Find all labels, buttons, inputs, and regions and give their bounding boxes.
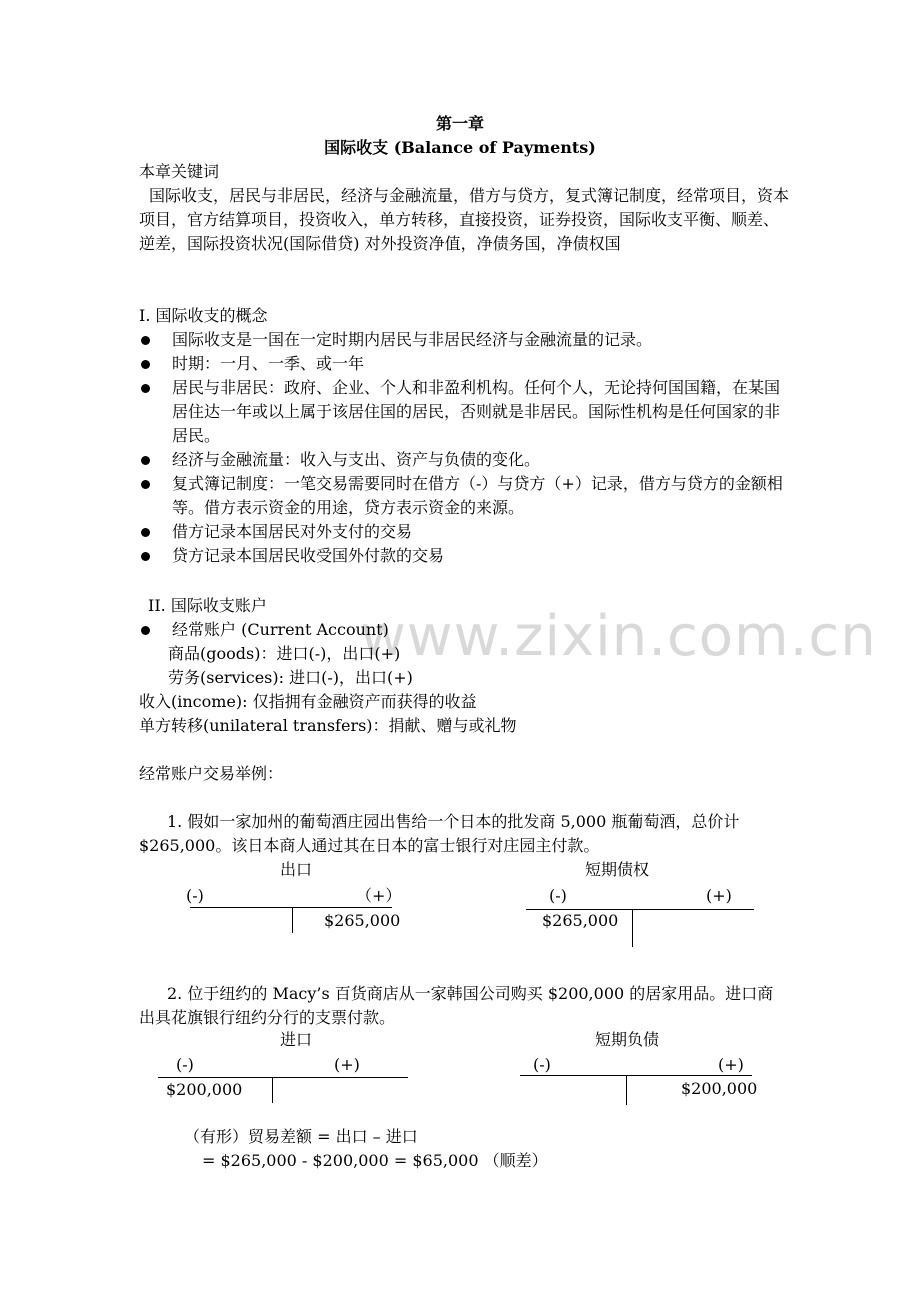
list-item: 复式簿记制度：一笔交易需要同时在借方（-）与贷方（+）记录，借方与贷方的金额相等。借方表示资金的用途，贷方表示资金的来源。: [172, 474, 783, 517]
credit-label: (+): [706, 886, 732, 905]
bullet-icon: [141, 626, 150, 635]
credit-label: (+): [718, 1055, 744, 1074]
bullet-icon: [141, 456, 150, 465]
debit-amount: $265,000: [542, 911, 619, 930]
example1-text: 1. 假如一家加州的葡萄酒庄园出售给一个日本的批发商 5,000 瓶葡萄酒，总价计$265,000。该日本商人通过其在日本的富士银行对庄园主付款。: [139, 812, 740, 855]
t-account-rule: [190, 907, 392, 908]
t-account-divider: [632, 909, 633, 947]
t-account-title: 进口: [280, 1030, 313, 1049]
debit-amount: $200,000: [166, 1080, 243, 1099]
t-account-divider: [626, 1075, 627, 1105]
chapter-title: 国际收支 (Balance of Payments): [324, 138, 596, 157]
debit-label: (-): [176, 1055, 194, 1074]
debit-label: (-): [186, 886, 204, 905]
bullet-icon: [141, 552, 150, 561]
keywords-text: 国际收支，居民与非居民，经济与金融流量，借方与贷方，复式簿记制度，经常项目，资本项目，官方结算项目，投资收入，单方转移，直接投资，证券投资，国际收支平衡、顺差、逆差，国际投资状况(国际借贷) 对外投资净值，净债务国，净债权国: [139, 186, 790, 253]
income-line: 收入(income): 仅指拥有金融资产而获得的收益: [139, 692, 477, 711]
bullet-icon: [141, 528, 150, 537]
watermark: www.zixin.com.cn: [360, 604, 877, 669]
list-item: 贷方记录本国居民收受国外付款的交易: [172, 546, 445, 565]
section2-heading: II. 国际收支账户: [148, 596, 267, 615]
example2-text: 2. 位于纽约的 Macy’s 百货商店从一家韩国公司购买 $200,000 的居家用品。进口商出具花旗银行纽约分行的支票付款。: [139, 984, 774, 1027]
list-item: 经济与金融流量：收入与支出、资产与负债的变化。: [172, 450, 541, 469]
list-item: 居民与非居民：政府、企业、个人和非盈利机构。任何个人，无论持何国国籍，在某国居住达一年或以上属于该居住国的居民，否则就是非居民。国际性机构是任何国家的非居民。: [172, 378, 781, 445]
bullet-icon: [141, 360, 150, 369]
trade-balance-formula: （有形）贸易差额 = 出口 – 进口: [184, 1127, 418, 1146]
examples-heading: 经常账户交易举例：: [139, 764, 284, 783]
bullet-icon: [141, 480, 150, 489]
t-account-divider: [272, 1077, 273, 1103]
debit-label: (-): [549, 886, 567, 905]
credit-label: （+）: [356, 886, 402, 905]
list-item: 国际收支是一国在一定时期内居民与非居民经济与金融流量的记录。: [172, 330, 653, 349]
credit-amount: $265,000: [324, 911, 401, 930]
keywords-heading: 本章关键词: [139, 162, 220, 181]
credit-amount: $200,000: [681, 1079, 758, 1098]
goods-line: 商品(goods)：进口(-)，出口(+): [168, 644, 401, 663]
transfers-line: 单方转移(unilateral transfers)：捐献、赠与或礼物: [139, 716, 517, 735]
chapter-heading: 第一章: [435, 114, 484, 133]
credit-label: (+): [334, 1055, 360, 1074]
trade-balance-result: = $265,000 - $200,000 = $65,000 （顺差）: [202, 1151, 548, 1170]
t-account-title: 出口: [280, 860, 313, 879]
services-line: 劳务(services): 进口(-)，出口(+): [168, 668, 413, 687]
t-account-divider: [292, 907, 293, 933]
bullet-icon: [141, 384, 150, 393]
list-item: 借方记录本国居民对外支付的交易: [172, 522, 413, 541]
current-account-item: 经常账户 (Current Account): [172, 620, 389, 639]
debit-label: (-): [533, 1055, 551, 1074]
t-account-rule: [520, 1075, 752, 1076]
bullet-icon: [141, 336, 150, 345]
t-account-title: 短期债权: [585, 860, 650, 879]
list-item: 时期：一月、一季、或一年: [172, 354, 365, 373]
t-account-title: 短期负债: [595, 1030, 660, 1049]
section1-heading: I. 国际收支的概念: [139, 306, 268, 325]
